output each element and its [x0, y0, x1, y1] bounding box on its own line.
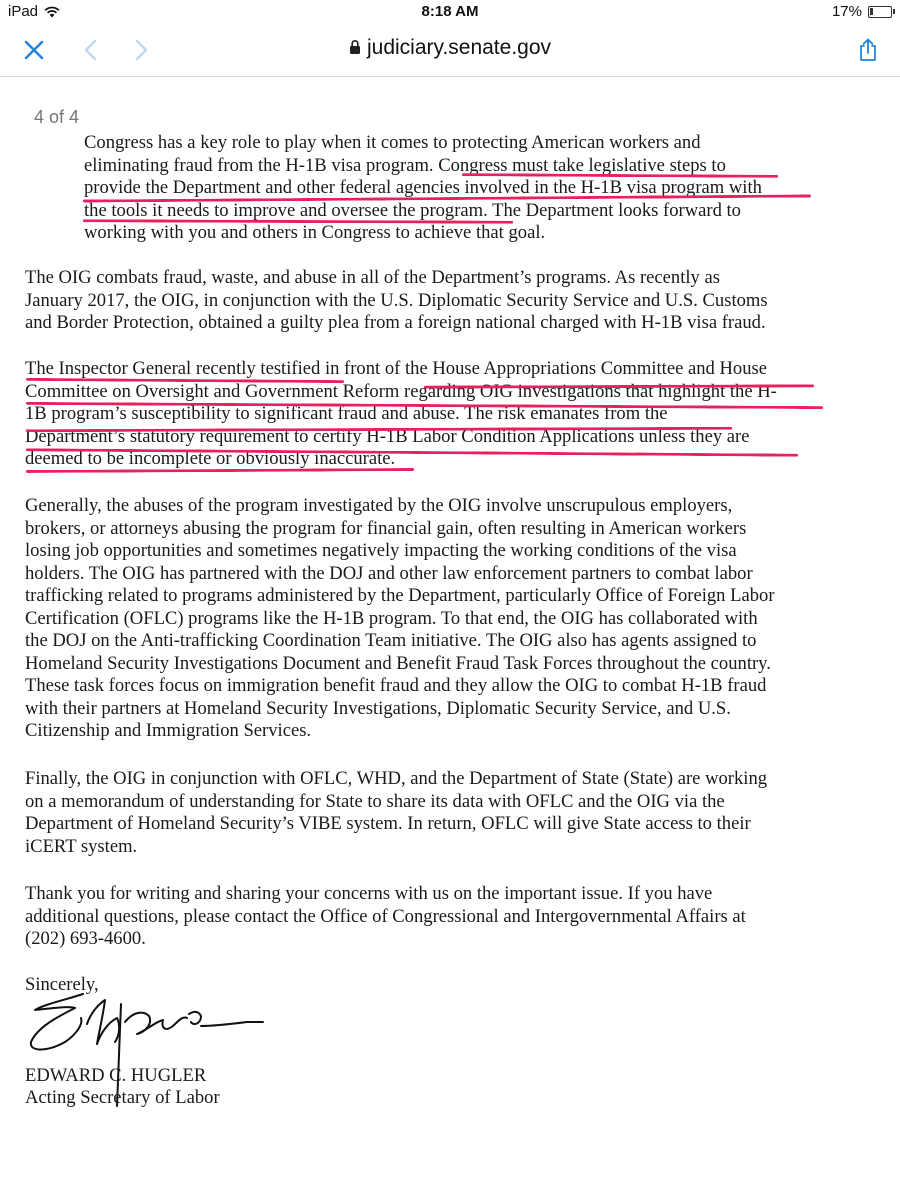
- share-icon: [858, 38, 878, 62]
- signer-title: Acting Secretary of Labor: [25, 1087, 220, 1108]
- paragraph-inspector-general: The Inspector General recently testified in front of the House Appropriations Committee and House Committee on Oversight and Government Reform regarding OIG investigations that highlight the H- 1B program’s susceptibility to significant fraud and abuse. The risk emanates from the Department’s statutory requirement to certify H-1B Labor Condition Applications unless they are deemed to be incomplete or obviously inaccurate.: [25, 358, 777, 469]
- lock-icon: [349, 39, 361, 55]
- paragraph-abuses: Generally, the abuses of the program investigated by the OIG involve unscrupulous employers, brokers, or attorneys abusing the program for financial gain, often resulting in American workers losing job opportunities and sometimes negatively impacting the working conditions of the visa holders. The OIG has partnered with the DOJ and other law enforcement partners to combat labor trafficking related to programs administered by the Department, particularly Office of Foreign Labor Certification (OFLC) programs like the H-1B program. To that end, the OIG has collaborated with the DOJ on the Anti-trafficking Coordination Team initiative. The OIG also has agents assigned to Homeland Security Investigations Document and Benefit Fraud Task Forces throughout the country. These task forces focus on immigration benefit fraud and they allow the OIG to combat H-1B fraud with their partners at Homeland Security Investigations, Diplomatic Security Service, and U.S. Citizenship and Immigration Services.: [25, 495, 775, 741]
- signer-name: EDWARD C. HUGLER: [25, 1065, 207, 1086]
- paragraph-memorandum: Finally, the OIG in conjunction with OFLC, WHD, and the Department of State (State) are working on a memorandum of understanding for State to share its data with OFLC and the OIG via the Department of Homeland Security’s VIBE system. In return, OFLC will give State access to their iCERT system.: [25, 768, 768, 857]
- battery-percent: 17%: [831, 3, 862, 20]
- status-bar: [0, 0, 900, 24]
- battery-level: [870, 8, 873, 15]
- highlight-underline: [26, 468, 414, 473]
- status-right: [832, 3, 892, 20]
- paragraph-congress-role: Congress has a key role to play when it comes to protecting American workers and eliminating fraud from the H-1B visa program. Congress must take legislative steps to provide the Department and other federal agencies involved in the H-1B visa program with the tools it needs to improve and oversee the program. The Department looks forward to working with you and others in Congress to achieve that goal.: [84, 132, 762, 243]
- closing: Sincerely,: [25, 974, 99, 995]
- device-label: iPad: [8, 3, 39, 20]
- page-indicator: 4 of 4: [34, 107, 80, 127]
- paragraph-oig-combats: The OIG combats fraud, waste, and abuse in all of the Department’s programs. As recently as January 2017, the OIG, in conjunction with the U.S. Diplomatic Security Service and U.S. Customs and Border Protection, obtained a guilty plea from a foreign national charged with H-1B visa fraud.: [25, 267, 768, 333]
- pdf-document[interactable]: [0, 77, 900, 1200]
- share-button[interactable]: [852, 34, 884, 66]
- clock: 8:18 AM: [421, 3, 479, 20]
- url-text: judiciary.senate.gov: [366, 36, 552, 59]
- battery-icon: [868, 6, 892, 18]
- browser-nav-bar: [0, 24, 900, 77]
- signature-image: [25, 982, 265, 1112]
- address-bar[interactable]: [0, 36, 900, 60]
- paragraph-thank-you: Thank you for writing and sharing your concerns with us on the important issue. If you have additional questions, please contact the Office of Congressional and Intergovernmental Affairs at (202) 693-4600.: [25, 883, 746, 949]
